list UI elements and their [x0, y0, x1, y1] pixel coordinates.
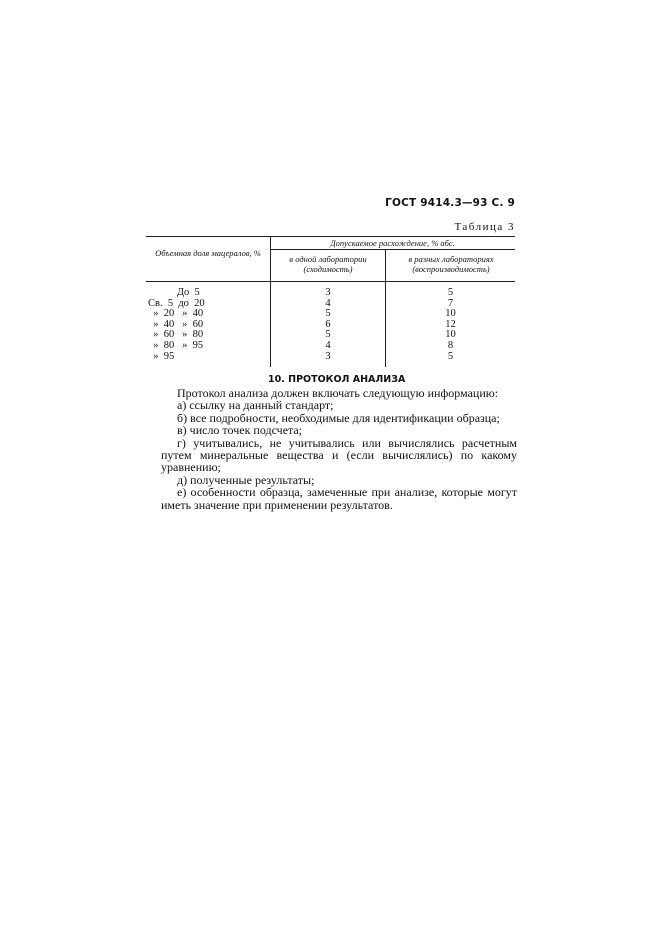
table-cell-reproducibility: 10 [445, 329, 456, 341]
col-header-repeatability: в одной лаборатории (сходимость) [289, 254, 367, 274]
table-cell-repeatability: 5 [325, 329, 331, 341]
table-top-rule [146, 236, 515, 237]
table-cell-reproducibility: 7 [447, 297, 454, 309]
table-cell-reproducibility: 10 [445, 308, 456, 320]
table-cell-reproducibility: 12 [445, 318, 456, 330]
section-title: 10. ПРОТОКОЛ АНАЛИЗА [268, 374, 406, 385]
tolerance-table [146, 236, 515, 367]
header-bottom-rule [146, 281, 515, 282]
reproducibility-column [386, 288, 515, 362]
table-cell-range: » 20 » 40 [148, 308, 204, 320]
table-cell-range: Св. 5 до 20 [148, 297, 205, 309]
table-cell-reproducibility: 5 [447, 287, 454, 298]
paragraph: в) число точек подсчета; [177, 423, 303, 438]
table-cell-reproducibility: 8 [447, 339, 454, 351]
repeatability-column [271, 288, 385, 362]
table-cell-repeatability: 4 [325, 339, 331, 351]
table-cell-repeatability: 4 [325, 297, 331, 309]
table-cell-repeatability: 3 [325, 287, 331, 298]
col-header-group: Допускаемое расхождение, % абс. [330, 238, 455, 248]
col-header-volume-fraction: Объемная доля мацералов, % [155, 248, 261, 258]
paragraph: д) полученные результаты; [177, 472, 315, 487]
table-cell-repeatability: 5 [325, 308, 331, 320]
table-cell-repeatability: 3 [325, 350, 331, 362]
document-header: ГОСТ 9414.3—93 С. 9 [385, 197, 515, 209]
col-header-reproducibility: в разных лабораториях (воспроизводимость) [408, 254, 494, 274]
range-column [148, 288, 270, 362]
table-label: Таблица 3 [454, 221, 515, 233]
group-header-rule [270, 249, 515, 250]
paragraph: Протокол анализа должен включать следующую информацию: [177, 386, 499, 400]
paragraph: г) учитывались, не учитывались или вычислялись расчетным путем минеральные вещества и (если вычислялись) по какому уравнению; [161, 435, 517, 475]
section-body [161, 387, 517, 511]
table-cell-range: » 60 » 80 [148, 329, 204, 341]
table-cell-range: » 80 » 95 [148, 339, 204, 351]
paragraph: е) особенности образца, замеченные при анализе, которые могут иметь значение при применении результатов. [161, 485, 517, 512]
paragraph: б) все подробности, необходимые для идентификации образца; [177, 410, 500, 425]
table-cell-repeatability: 6 [325, 318, 331, 330]
paragraph: а) ссылку на данный стандарт; [177, 398, 334, 413]
table-cell-reproducibility: 5 [447, 350, 454, 362]
table-cell-range: » 95 [148, 350, 175, 362]
table-cell-range: До 5 [148, 287, 200, 298]
table-cell-range: » 40 » 60 [148, 318, 204, 330]
